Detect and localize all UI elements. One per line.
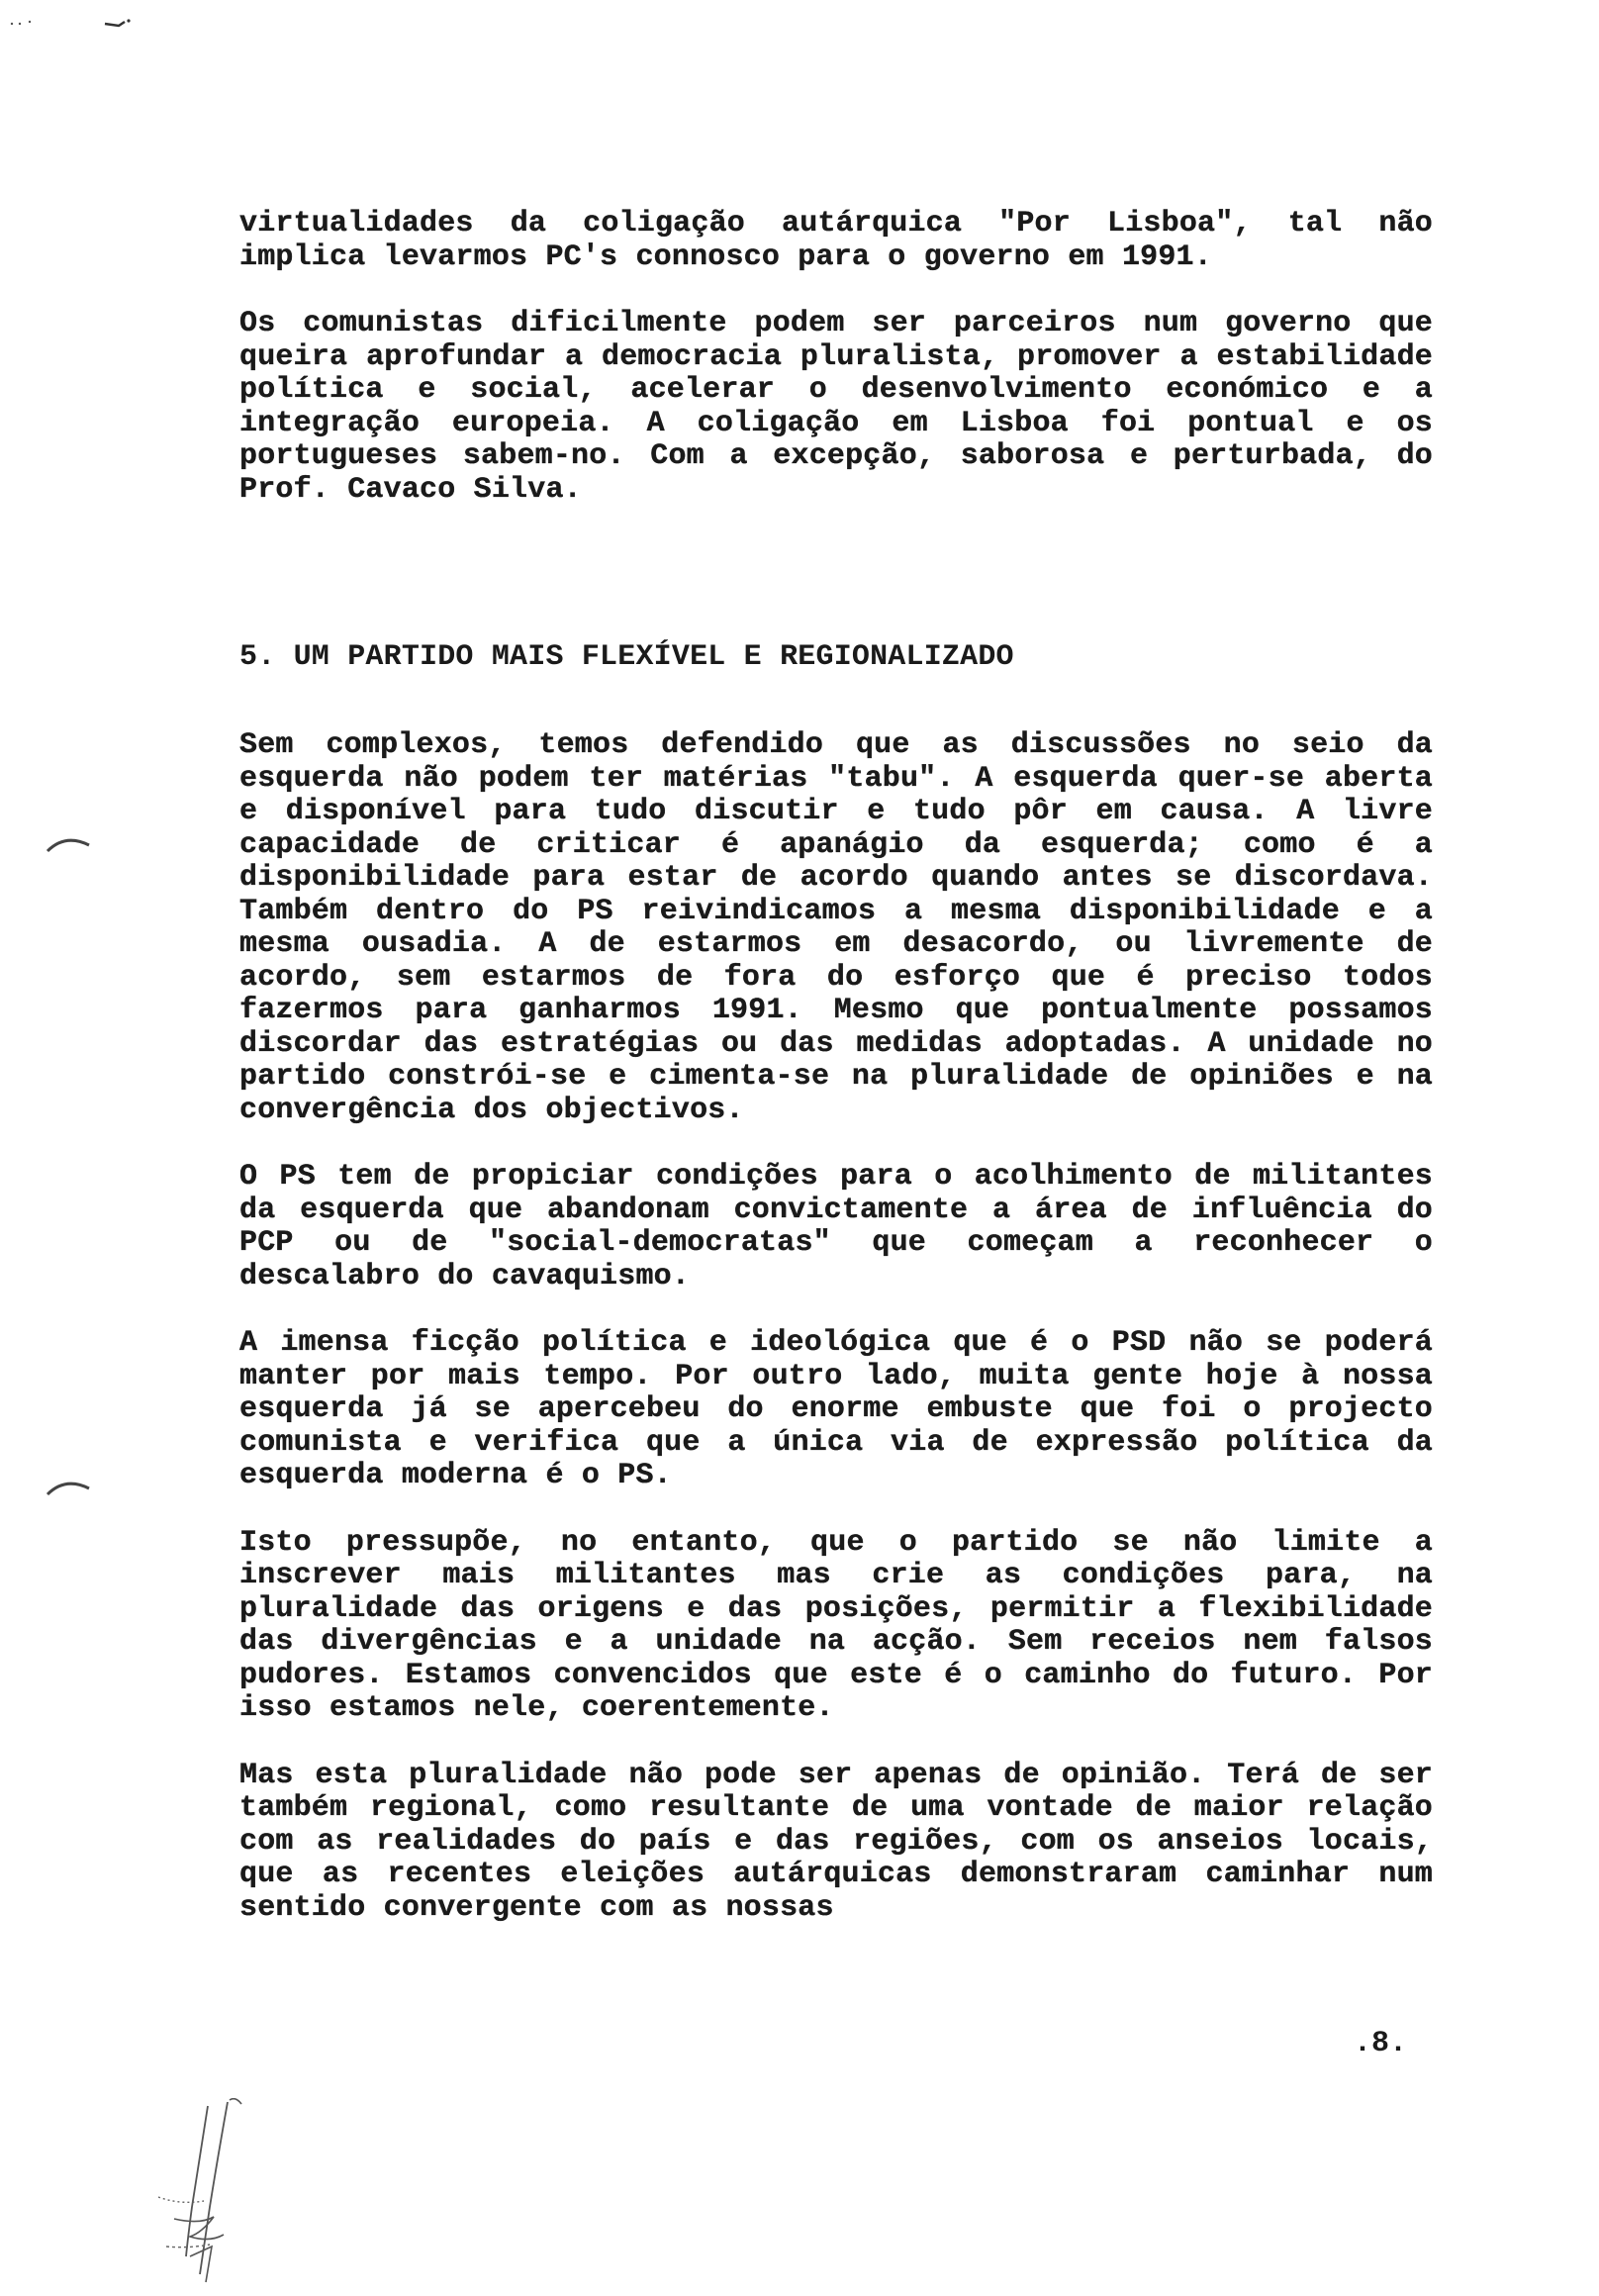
paragraph: Os comunistas dificilmente podem ser parceiros num governo que queira aprofundar a democracia pluralista, promover a estabilidade política e social, acelerar o desenvolvimento económico e a integração europeia. A coligação em Lisboa foi pontual e os portugueses sabem-no. Com a excepção, saborosa e perturbada, do Prof. Cavaco Silva. [239, 307, 1433, 507]
section-heading: 5. UM PARTIDO MAIS FLEXÍVEL E REGIONALIZADO [239, 640, 1014, 674]
body-text [239, 208, 1433, 1925]
binder-hole-mark [44, 1473, 103, 1502]
paragraph: Sem complexos, temos defendido que as discussões no seio da esquerda não podem ter matérias "tabu". A esquerda quer-se aberta e disponível para tudo discutir e tudo pôr em causa. A livre capacidade de criticar é apanágio da esquerda; como é a disponibilidade para estar de acordo quando antes se discordava. Também dentro do PS reivindicamos a mesma disponibilidade e a mesma ousadia. A de estarmos em desacordo, ou livremente de acordo, sem estarmos de fora do esforço que é preciso todos fazermos para ganharmos 1991. Mesmo que pontualmente possamos discordar das estratégias ou das medidas adoptadas. A unidade no partido constrói-se e cimenta-se na pluralidade de opiniões e na convergência dos objectivos. [239, 728, 1433, 1127]
handwritten-initials [131, 2098, 259, 2286]
binder-hole-mark [44, 829, 103, 859]
scan-mark-top-left [8, 16, 146, 36]
page-number: .8. [1354, 2027, 1408, 2060]
paragraph: A imensa ficção política e ideológica que é o PSD não se poderá manter por mais tempo. Por outro lado, muita gente hoje à nossa esquerda já se apercebeu do enorme embuste que foi o projecto comunista e verifica que a única via de expressão política da esquerda moderna é o PS. [239, 1326, 1433, 1492]
paragraph: Mas esta pluralidade não pode ser apenas de opinião. Terá de ser também regional, como resultante de uma vontade de maior relação com as realidades do país e das regiões, com os anseios locais, que as recentes eleições autárquicas demonstraram caminhar num sentido convergente com as nossas [239, 1758, 1433, 1925]
paragraph: Isto pressupõe, no entanto, que o partido se não limite a inscrever mais militantes mas crie as condições para, na pluralidade das origens e das posições, permitir a flexibilidade das divergências e a unidade na acção. Sem receios nem falsos pudores. Estamos convencidos que este é o caminho do futuro. Por isso estamos nele, coerentemente. [239, 1525, 1433, 1725]
paragraph: O PS tem de propiciar condições para o acolhimento de militantes da esquerda que abandonam convictamente a área de influência do PCP ou de "social-democratas" que começam a reconhecer o descalabro do cavaquismo. [239, 1160, 1433, 1293]
paragraph: virtualidades da coligação autárquica "Por Lisboa", tal não implica levarmos PC's connosco para o governo em 1991. [239, 207, 1433, 274]
